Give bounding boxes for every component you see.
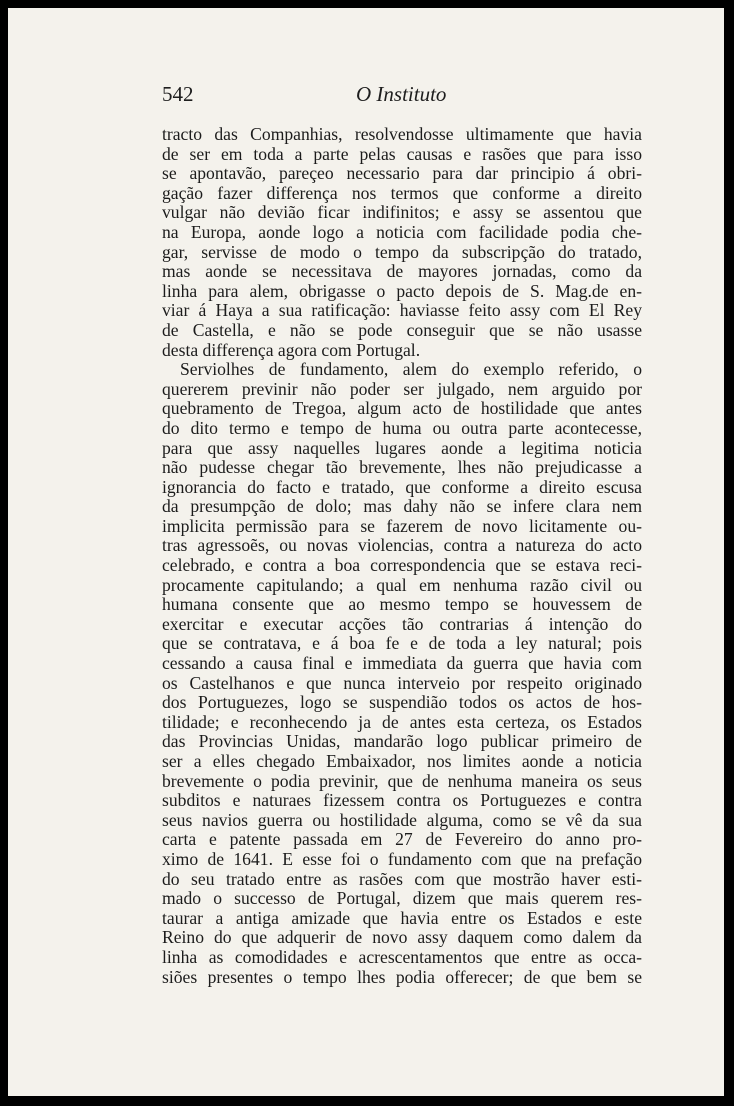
text-line: não pudesse chegar tão brevemente, lhes não prejudicasse a bbox=[162, 457, 642, 478]
text-line: siões presentes o tempo lhes podia offerecer; de que bem se bbox=[162, 966, 642, 987]
text-line: seus navios guerra ou hostilidade alguma, como se vê da sua bbox=[162, 809, 642, 830]
body-text bbox=[162, 125, 642, 987]
text-line: taurar a antiga amizade que havia entre os Estados e este bbox=[162, 907, 642, 928]
text-line: mado o successo de Portugal, dizem que mais querem res- bbox=[162, 888, 642, 909]
text-line: celebrado, e contra a boa correspondencia que se estava reci- bbox=[162, 555, 642, 576]
text-line: carta e patente passada em 27 de Fevereiro do anno pro- bbox=[162, 829, 642, 850]
text-line: tilidade; e reconhecendo ja de antes esta certeza, os Estados bbox=[162, 711, 642, 732]
book-page bbox=[8, 8, 724, 1096]
text-line: ximo de 1641. E esse foi o fundamento com que na prefação bbox=[162, 848, 642, 869]
text-line: da presumpção de dolo; mas dahy não se infere clara nem bbox=[162, 496, 642, 517]
text-line: quererem previnir não poder ser julgado, nem arguido por bbox=[162, 378, 642, 399]
text-line: se apontavão, pareçeo necessario para dar principio á obri- bbox=[162, 163, 642, 184]
page-header bbox=[162, 82, 648, 110]
text-line: dos Portuguezes, logo se suspendião todos os actos de hos- bbox=[162, 692, 642, 713]
text-line: que se contratava, e á boa fe e de toda a ley natural; pois bbox=[162, 633, 642, 654]
text-line: procamente capitulando; a qual em nenhuma razão civil ou bbox=[162, 574, 642, 595]
text-line: os Castelhanos e que nunca interveio por respeito originado bbox=[162, 672, 642, 693]
text-line: brevemente o podia previnir, que de nenhuma maneira os seus bbox=[162, 770, 642, 791]
text-line: viar á Haya a sua ratificação: haviasse feito assy com El Rey bbox=[162, 300, 642, 321]
text-line: vulgar não devião ficar indifinitos; e assy se assentou que bbox=[162, 202, 642, 223]
text-line: das Provincias Unidas, mandarão logo publicar primeiro de bbox=[162, 731, 642, 752]
text-line: do dito termo e tempo de huma ou outra parte acontecesse, bbox=[162, 417, 642, 438]
text-line: gar, servisse de modo o tempo da subscripção do tratado, bbox=[162, 241, 642, 262]
text-line: tracto das Companhias, resolvendosse ultimamente que havia bbox=[162, 124, 642, 144]
text-line: mas aonde se necessitava de mayores jornadas, como da bbox=[162, 261, 642, 282]
text-line: exercitar e executar acções tão contrarias á intenção do bbox=[162, 613, 642, 634]
text-line: do seu tratado entre as rasões com que mostrão haver esti- bbox=[162, 868, 642, 889]
text-line: subditos e naturaes fizessem contra os Portuguezes e contra bbox=[162, 790, 642, 811]
text-line: de ser em toda a parte pelas causas e rasões que para isso bbox=[162, 143, 642, 164]
text-line: Serviolhes de fundamento, alem do exemplo referido, o bbox=[180, 359, 642, 380]
text-line: ser a elles chegado Embaixador, nos limites aonde a noticia bbox=[162, 751, 642, 771]
text-line: implicita permissão para se fazerem de novo licitamente ou- bbox=[162, 515, 642, 536]
text-line: linha as comodidades e acrescentamentos que entre as occa- bbox=[162, 946, 642, 967]
text-line: cessando a causa final e immediata da guerra que havia com bbox=[162, 653, 642, 674]
text-line: gação fazer differença nos termos que conforme a direito bbox=[162, 182, 642, 203]
text-line: Reino do que adquerir de novo assy daquem como dalem da bbox=[162, 927, 642, 948]
text-line: linha para alem, obrigasse o pacto depois de S. Mag.de en- bbox=[162, 280, 642, 301]
text-line: humana consente que ao mesmo tempo se houvessem de bbox=[162, 594, 642, 615]
text-line: tras agressoẽs, ou novas violencias, contra a natureza do acto bbox=[162, 535, 642, 556]
text-line: ignorancia do facto e tratado, que conforme a direito escusa bbox=[162, 476, 642, 497]
text-line: para que assy naquelles lugares aonde a legitima noticia bbox=[162, 437, 642, 458]
running-title: O Instituto bbox=[356, 82, 447, 106]
text-line: de Castella, e não se pode conseguir que se não usasse bbox=[162, 319, 642, 340]
text-line: quebramento de Tregoa, algum acto de hostilidade que antes bbox=[162, 398, 642, 419]
text-line: desta differença agora com Portugal. bbox=[162, 339, 421, 360]
text-line: na Europa, aonde logo a noticia com facilidade podia che- bbox=[162, 221, 642, 242]
page-number: 542 bbox=[162, 82, 194, 106]
